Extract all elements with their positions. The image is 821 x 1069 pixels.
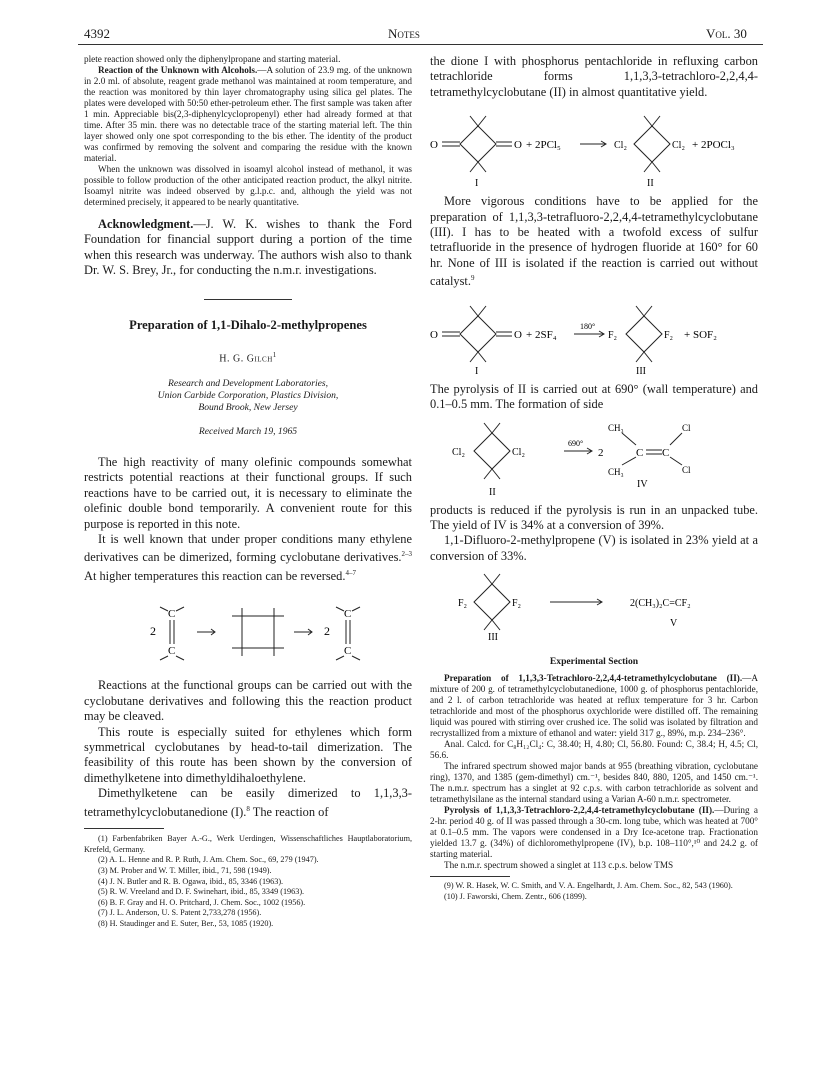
received-date: Received March 19, 1965 <box>198 425 298 437</box>
fluorine-label: F₂ <box>458 598 468 610</box>
compound-label: II <box>489 486 496 497</box>
paragraph: The pyrolysis of II is carried out at 690° (wall temperature) and 0.1–0.5 mm. The formation of side <box>430 381 758 412</box>
byproduct-label: + 2POCl₃ <box>692 139 735 152</box>
chlorine-label: Cl₂ <box>512 446 525 458</box>
chlorine-label: Cl₂ <box>452 446 465 458</box>
paragraph-text: —During a 2-hr. period 40 g. of II was passed through a 30-cm. long tube, which was heated at 700° at 0.1–0.5 mm. The vapors were condensed in a Dry Ice-acetone trap. Fractionation yielded 13.7 g. (34%) of dichloromethylpropene (IV), b.p. 108–110°,¹⁰ and 24.2 g. of starting material. <box>430 805 759 860</box>
affiliation-line: Bound Brook, New Jersey <box>198 401 298 413</box>
running-head: Notes <box>388 26 420 41</box>
left-column <box>84 54 412 930</box>
affiliation <box>84 378 412 414</box>
fluorine-label: F₂ <box>608 329 618 341</box>
fluorine-label: F₂ <box>664 329 674 341</box>
reagent-label: + 2PCl₅ <box>526 139 561 152</box>
carbon-label: C <box>636 446 644 459</box>
footnote: (3) M. Prober and W. T. Miller, ibid., 71, 598 (1949). <box>98 866 272 876</box>
ref-marker: 4–7 <box>345 568 356 577</box>
oxygen-label: O <box>514 328 522 341</box>
oxygen-label: O <box>514 139 522 152</box>
footnote: (7) J. L. Anderson, U. S. Patent 2,733,278 (1956). <box>98 908 262 918</box>
fluorination-scheme <box>430 296 758 376</box>
coefficient: 2 <box>324 624 330 639</box>
product-label: 2(CH₃)₂C=CF₂ <box>630 598 691 610</box>
compound-label: V <box>670 618 678 630</box>
paragraph: The high reactivity of many olefinic compounds somewhat restricts potential reactions at their functional groups. If such reactions have to be carried out, it is necessary to eliminate the olefinic double bond temporarily. A convenient route for this purpose is reported in this note. <box>84 454 412 531</box>
compound-label: III <box>636 365 646 376</box>
ack-heading: Acknowledgment. <box>98 217 194 231</box>
run-in-heading: Preparation of 1,1,3,3-Tetrachloro-2,2,4,4-tetramethylcyclobutane (II). <box>444 673 743 684</box>
paragraph: products is reduced if the pyrolysis is run in an unpacked tube. The yield of IV is 34% at a conversion of 39%. <box>430 502 758 532</box>
methyl-label: CH₃ <box>608 422 624 433</box>
footnotes <box>84 834 412 929</box>
footnote: (5) R. W. Vreeland and D. F. Swinehart, ibid., 85, 3349 (1963). <box>98 887 305 897</box>
paragraph <box>430 673 758 739</box>
footnote-rule <box>430 876 510 877</box>
run-in-heading: Reaction of the Unknown with Alcohols. <box>98 65 258 75</box>
paragraph-text: The reaction of <box>249 804 329 819</box>
oxygen-label: O <box>430 328 438 341</box>
right-column <box>430 54 758 902</box>
carbon-label: C <box>168 608 176 621</box>
footnote: (9) W. R. Hasek, W. C. Smith, and V. A. Engelhardt, J. Am. Chem. Soc., 82, 543 (1960). <box>444 881 733 891</box>
fluorine-label: F₂ <box>512 598 522 610</box>
paragraph: 1,1-Difluoro-2-methylpropene (V) is isolated in 23% yield at a conversion of 33%. <box>430 533 758 563</box>
chlorine-label: Cl₂ <box>672 140 685 152</box>
carbon-label: C <box>168 645 176 658</box>
condition-label: 690° <box>568 438 584 448</box>
paragraph: When the unknown was dissolved in isoamyl alcohol instead of methanol, it was possible to follow production of the other anticipated reaction product, the alkyl nitrite. Isoamyl nitrite was indeed observed by g.l.p.c. and, although the yield was not determined precisely, it appeared to be nearly quantitative. <box>84 164 412 207</box>
carbon-label: C <box>662 446 670 459</box>
page-number: 4392 <box>84 26 110 41</box>
paragraph: The infrared spectrum showed major bands at 955 (breathing vibration, cyclobutane ring), 1370, and 1385 (gem-dimethyl) cm.⁻¹, besides 840, 880, 1205, and 1450 cm.⁻¹. The n.m.r. spectrum has a singlet at 92 c.p.s. with carbon tetrachloride as solvent and tetramethylsilane as the internal standard using a Varian A-60 n.m.r. spectrometer. <box>430 761 758 805</box>
paragraph-text: At higher temperatures this reaction can be reversed. <box>84 569 346 584</box>
oxygen-label: O <box>430 139 438 152</box>
paragraph-text: —A solution of 23.9 mg. of the unknown in 2.0 ml. of absolute, reagent grade methanol was maintained at room temperature, and the reaction was monitored by thin layer chromatography using silica gel plates. The plates were developed with 50:50 ether-petroleum ether. The first sample was taken after 1 min. Appreciable bis(2,3-diphenylcyclopropenyl) ether had already formed at that time. After 35 min. there was no detectable trace of the starting material left. The thin layer showed only one spot corresponding to the bis ether. The identity of the product was confirmed by removing the solvent and comparing the residue with the known material. <box>84 65 412 163</box>
ref-marker: 2–3 <box>401 550 412 559</box>
footnote-rule <box>84 828 164 829</box>
compound-label: III <box>488 632 498 643</box>
ref-marker: 9 <box>470 274 475 283</box>
header-rule <box>78 44 763 45</box>
footnote: (4) J. N. Butler and R. B. Ogawa, ibid., 85, 3346 (1963). <box>98 876 284 886</box>
footnote: (2) A. L. Henne and R. P. Ruth, J. Am. Chem. Soc., 69, 279 (1947). <box>98 855 319 865</box>
chlorine-label: Cl <box>682 422 691 433</box>
footnote: (1) Farbenfabriken Bayer A.-G., Werk Uerdingen, Wissenschaftliches Hauptlaboratorium, Krefeld, Germany. <box>84 834 412 854</box>
pyrolysis-scheme <box>430 419 758 497</box>
carbon-label: C <box>344 608 352 621</box>
footnote: (6) B. F. Gray and H. O. Pritchard, J. Chem. Soc., 1002 (1956). <box>98 897 306 907</box>
paragraph <box>84 65 412 164</box>
paragraph-text: Dimethylketene can be easily dimerized to 1,1,3,3-tetramethylcyclobutanedione (I). <box>84 786 412 819</box>
coefficient: 2 <box>150 624 156 639</box>
author <box>84 351 412 364</box>
paragraph: This route is especially suited for ethylenes which form symmetrical cyclobutanes by head-to-tail dimerization. The feasibility of this route has been shown by the conversion of dimethylketene into dimethyldihaloethylene. <box>84 724 412 785</box>
paragraph: Anal. Calcd. for C₈H₁₂Cl₄: C, 38.40; H, 4.80; Cl, 56.80. Found: C, 38.4; H, 4.5; Cl, 56.6. <box>430 739 758 761</box>
paragraph <box>430 194 758 290</box>
difluoro-scheme <box>430 570 758 642</box>
coefficient: 2 <box>598 446 604 459</box>
paragraph: plete reaction showed only the diphenylpropane and starting material. <box>84 54 341 64</box>
author-name: H. G. Gilch <box>219 352 273 364</box>
paragraph-text: —A mixture of 200 g. of tetramethylcyclobutanedione, 1000 g. of phosphorus pentachloride, and 2 l. of carbon tetrachloride was heated at reflux temperature for 3 hr. Carbon tetrachloride and most of the phosphorus oxychloride were distilled off. The remaining liquid was poured with stirring over crushed ice. The solid was isolated by filtration and recrystallized from a mixture of ethanol and water: yield 317 g., 89%, m.p. 234–236°. <box>430 673 758 739</box>
acknowledgment <box>84 217 412 279</box>
paragraph-text: It is well known that under proper conditions many ethylene derivatives can be dimerized, forming cyclobutane derivatives. <box>84 531 412 565</box>
dimerization-scheme <box>84 590 412 672</box>
byproduct-label: + SOF₂ <box>684 328 717 341</box>
compound-label: I <box>475 365 479 376</box>
footnote: (10) J. Faworski, Chem. Zentr., 606 (1899). <box>444 891 587 901</box>
compound-label: IV <box>637 478 648 490</box>
paragraph <box>84 532 412 584</box>
ack-text: —J. W. K. wishes to thank the Ford Foundation for financial support during a portion of the time when this research was underway. The authors wish also to thank Dr. W. S. Brey, Jr., for conducting the n.m.r. investigations. <box>84 217 412 278</box>
paragraph <box>84 786 412 820</box>
chlorine-label: Cl <box>682 464 691 475</box>
reagent-label: + 2SF₄ <box>526 328 557 341</box>
section-heading: Experimental Section <box>549 656 639 668</box>
affiliation-line: Research and Development Laboratories, <box>167 377 329 389</box>
paragraph: The n.m.r. spectrum showed a singlet at 113 c.p.s. below TMS <box>444 860 674 871</box>
chlorine-label: Cl₂ <box>614 140 627 152</box>
ref-marker: 8 <box>246 804 250 813</box>
compound-label: I <box>475 178 479 189</box>
condition-label: 180° <box>580 321 596 331</box>
compound-label: II <box>647 178 654 189</box>
section-divider <box>204 299 292 300</box>
methyl-label: CH₃ <box>608 466 624 477</box>
footnote-marker: 1 <box>272 350 277 359</box>
volume-label: Vol. 30 <box>706 26 747 41</box>
run-in-heading: Pyrolysis of 1,1,3,3-Tetrachloro-2,2,4,4-tetramethylcyclobutane (II). <box>444 805 715 816</box>
paragraph-text: More vigorous conditions have to be applied for the preparation of 1,1,3,3-tetrafluoro-2,2,4,4-tetramethylcyclobutane (III). I has to be heated with a twofold excess of sulfur tetrafluoride in the presence of hydrogen fluoride at 160° for 60 hr. None of III is isolated if the reaction is carried out without catalyst. <box>430 194 758 289</box>
chlorination-scheme <box>430 106 758 188</box>
affiliation-line: Union Carbide Corporation, Plastics Division, <box>157 389 339 401</box>
paragraph <box>430 805 758 860</box>
paragraph: Reactions at the functional groups can be carried out with the cyclobutane derivatives and following this the reaction product may be cleaved. <box>84 678 412 724</box>
paragraph: the dione I with phosphorus pentachloride in refluxing carbon tetrachloride forms 1,1,3,3-tetrachloro-2,2,4,4-tetramethylcyclobutane (II) in almost quantitative yield. <box>430 54 758 99</box>
footnote: (8) H. Staudinger and E. Suter, Ber., 53, 1085 (1920). <box>98 918 274 928</box>
carbon-label: C <box>344 645 352 658</box>
article-title: Preparation of 1,1-Dihalo-2-methylpropenes <box>129 317 367 332</box>
